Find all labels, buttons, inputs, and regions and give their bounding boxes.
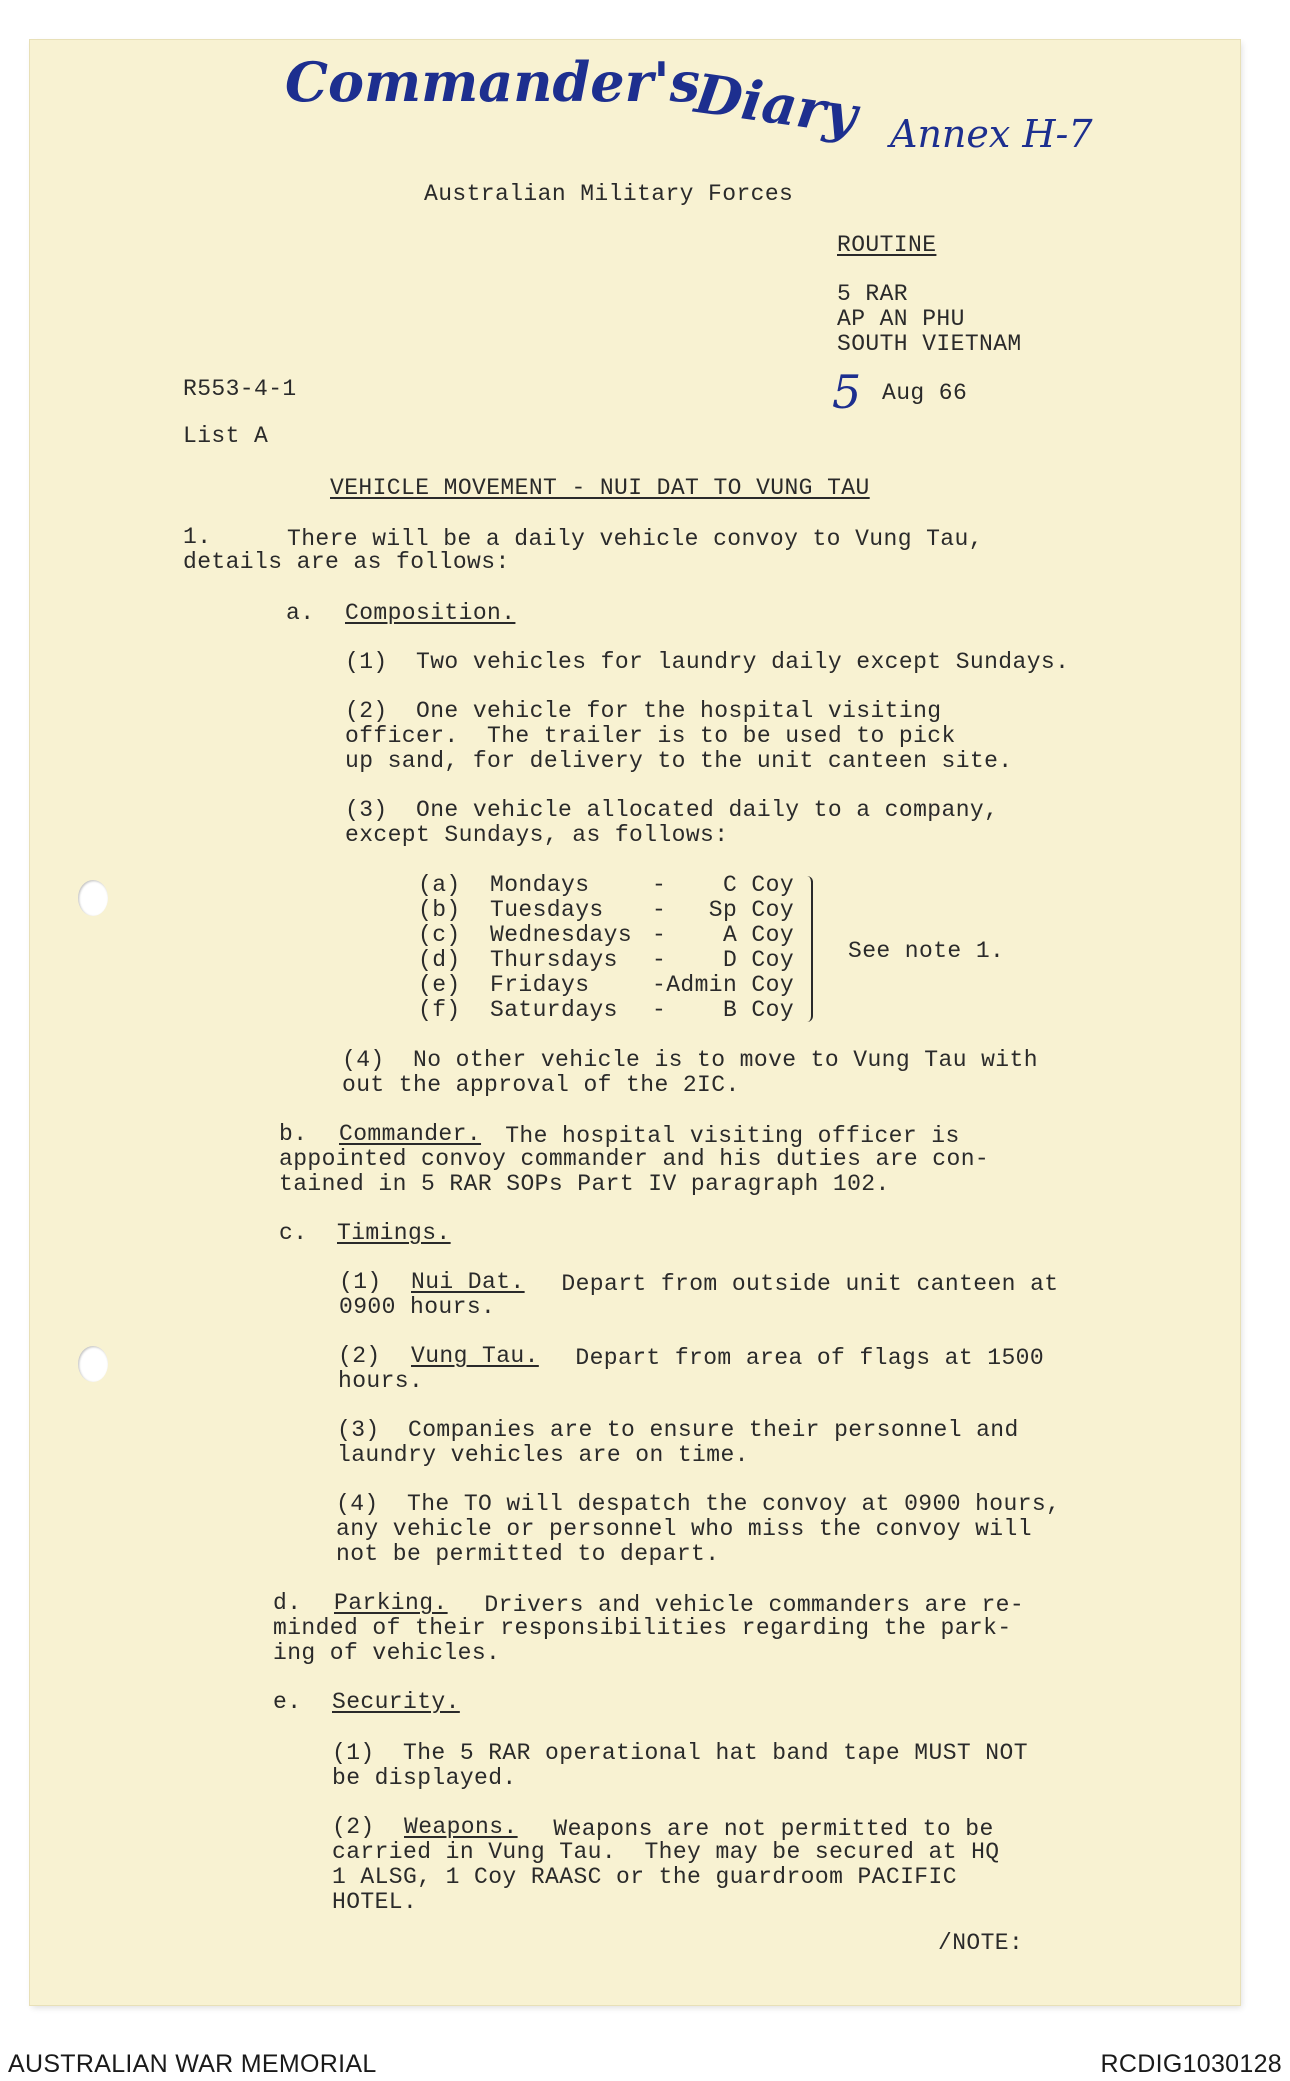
timing4-line3: not be permitted to depart. <box>336 1541 720 1567</box>
continuation-marker: /NOTE: <box>938 1930 1024 1956</box>
schedule-day: Saturdays <box>490 997 618 1023</box>
parking-line2: minded of their responsibilities regarding the park- <box>273 1615 1012 1641</box>
timings-letter: c. <box>279 1220 308 1246</box>
handwritten-annex: Annex H-7 <box>890 112 1093 156</box>
para1-line2: details are as follows: <box>183 549 510 575</box>
security1-line1: (1) The 5 RAR operational hat band tape MUST NOT <box>332 1740 1028 1766</box>
unit-name: 5 RAR <box>837 281 909 307</box>
para1-line1: There will be a daily vehicle convoy to Vung Tau, <box>287 526 983 552</box>
composition-item3-line1: (3) One vehicle allocated daily to a company, <box>345 797 999 823</box>
list-label: List A <box>183 423 269 449</box>
composition-item2-line1: (2) One vehicle for the hospital visiting <box>345 698 942 724</box>
timing1-place: Nui Dat. <box>411 1269 525 1295</box>
document-title: VEHICLE MOVEMENT - NUI DAT TO VUNG TAU <box>330 475 870 501</box>
schedule-coy: - C Coy <box>652 872 795 898</box>
timing3-line1: (3) Companies are to ensure their personnel and <box>337 1417 1019 1443</box>
timing2-number: (2) <box>338 1343 381 1369</box>
punch-hole-top <box>78 880 108 916</box>
security2-line3: 1 ALSG, 1 Coy RAASC or the guardroom PACIFIC <box>332 1864 957 1890</box>
timing1-rest: Depart from outside unit canteen at <box>533 1271 1059 1297</box>
security2-rest: Weapons are not permitted to be <box>525 1816 994 1842</box>
location-line-1: AP AN PHU <box>837 306 965 332</box>
parking-heading: Parking. <box>334 1590 448 1616</box>
security-letter: e. <box>273 1689 302 1715</box>
schedule-coy: - B Coy <box>652 997 795 1023</box>
schedule-coy: - A Coy <box>652 922 795 948</box>
schedule-coy: - Sp Coy <box>652 897 795 923</box>
composition-item4-line1: (4) No other vehicle is to move to Vung Tau with <box>342 1047 1038 1073</box>
timing3-line2: laundry vehicles are on time. <box>337 1442 749 1468</box>
composition-heading: Composition. <box>345 600 516 626</box>
timing2-line2: hours. <box>338 1368 424 1394</box>
see-note: See note 1. <box>848 938 1005 964</box>
schedule-day: Fridays <box>490 972 590 998</box>
footer-archive-name: AUSTRALIAN WAR MEMORIAL <box>8 2050 377 2078</box>
handwritten-diary: Diary <box>691 61 861 147</box>
schedule-bracket <box>805 876 813 1022</box>
security2-number: (2) <box>332 1814 375 1840</box>
security2-heading: Weapons. <box>404 1814 518 1840</box>
org-heading: Australian Military Forces <box>424 181 794 207</box>
document-page <box>30 40 1240 2005</box>
schedule-coy: - D Coy <box>652 947 795 973</box>
timing1-number: (1) <box>339 1269 382 1295</box>
file-reference: R553-4-1 <box>183 376 297 402</box>
footer-record-id: RCDIG1030128 <box>1100 2050 1282 2078</box>
commander-line2: appointed convoy commander and his duties are con- <box>279 1146 990 1172</box>
composition-item4-line2: out the approval of the 2IC. <box>342 1072 740 1098</box>
composition-item3-line2: except Sundays, as follows: <box>345 822 729 848</box>
schedule-letter: (c) <box>418 922 461 948</box>
parking-line3: ing of vehicles. <box>273 1640 501 1666</box>
timings-heading: Timings. <box>337 1220 451 1246</box>
handwritten-commanders: Commander's <box>285 50 701 114</box>
security2-line2: carried in Vung Tau. They may be secured at HQ <box>332 1839 1000 1865</box>
schedule-day: Mondays <box>490 872 590 898</box>
security-heading: Security. <box>332 1689 460 1715</box>
commander-heading: Commander. <box>339 1121 482 1147</box>
timing1-line2: 0900 hours. <box>339 1294 496 1320</box>
timing2-place: Vung Tau. <box>411 1343 539 1369</box>
timing4-line1: (4) The TO will despatch the convoy at 0900 hours, <box>336 1491 1061 1517</box>
schedule-day: Tuesdays <box>490 897 604 923</box>
schedule-coy: -Admin Coy <box>652 972 795 998</box>
commander-letter: b. <box>279 1121 308 1147</box>
timing4-line2: any vehicle or personnel who miss the convoy will <box>336 1516 1032 1542</box>
schedule-letter: (e) <box>418 972 461 998</box>
parking-letter: d. <box>273 1590 302 1616</box>
composition-item2-line2: officer. The trailer is to be used to pick <box>345 723 956 749</box>
security1-line2: be displayed. <box>332 1765 517 1791</box>
handwritten-date-day: 5 <box>832 365 862 419</box>
punch-hole-bottom <box>78 1346 108 1382</box>
security2-line4: HOTEL. <box>332 1889 418 1915</box>
precedence: ROUTINE <box>837 232 937 258</box>
schedule-day: Thursdays <box>490 947 618 973</box>
composition-letter: a. <box>286 600 315 626</box>
para1-number: 1. <box>183 524 212 550</box>
schedule-day: Wednesdays <box>490 922 633 948</box>
schedule-letter: (d) <box>418 947 461 973</box>
composition-item2-line3: up sand, for delivery to the unit canteen site. <box>345 748 1013 774</box>
timing2-rest: Depart from area of flags at 1500 <box>547 1345 1045 1371</box>
date-month-year: Aug 66 <box>882 380 968 406</box>
commander-line1: The hospital visiting officer is <box>491 1123 960 1149</box>
composition-item1: (1) Two vehicles for laundry daily except Sundays. <box>345 649 1070 675</box>
location-line-2: SOUTH VIETNAM <box>837 331 1022 357</box>
parking-line1: Drivers and vehicle commanders are re- <box>456 1592 1025 1618</box>
schedule-letter: (a) <box>418 872 461 898</box>
schedule-letter: (f) <box>418 997 461 1023</box>
schedule-letter: (b) <box>418 897 461 923</box>
commander-line3: tained in 5 RAR SOPs Part IV paragraph 102. <box>279 1171 890 1197</box>
